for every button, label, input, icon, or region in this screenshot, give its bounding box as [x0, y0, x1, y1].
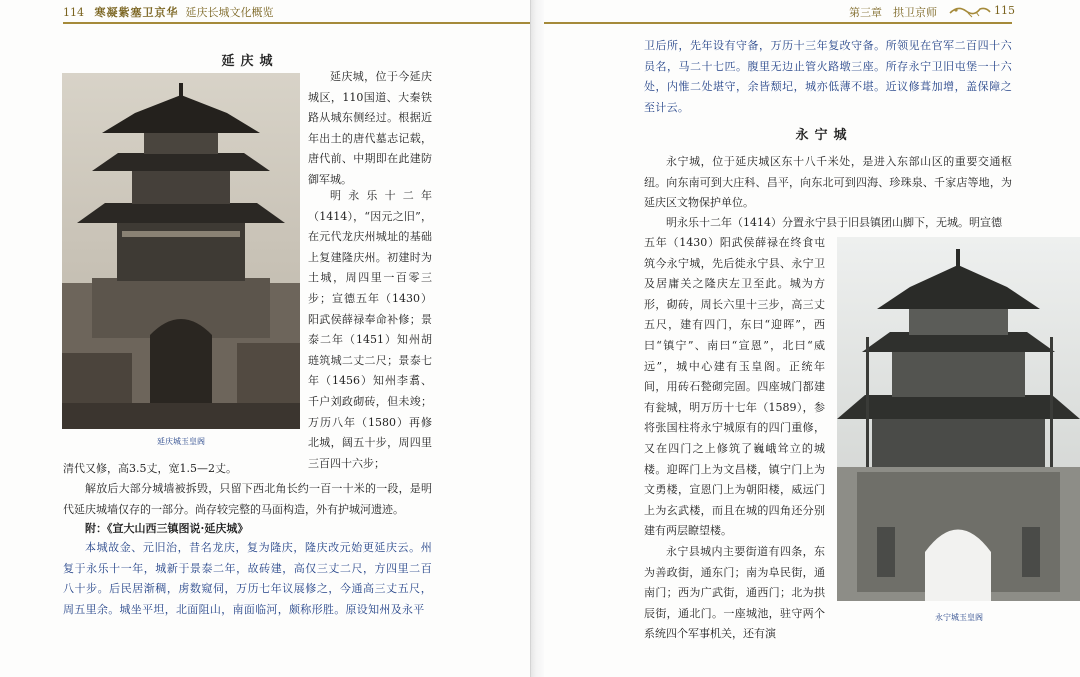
appendix-quote: 本城故金、元旧治，昔名龙庆，复为隆庆，隆庆改元始更延庆云。州复于永乐十一年，城新于景泰二年，故砖建，高仅三丈二尺，方四里二百八十步。后民居渐稠，虏数窥伺，万历七年议展修之，今通高三丈五尺，周五里余。城坐平坦，北面阻山，南面临河，颇称形胜。原设知州及永平 — [63, 541, 432, 616]
dragon-ornament-icon — [948, 3, 992, 19]
book-gutter — [530, 0, 544, 677]
left-page-number: 114 — [63, 6, 84, 19]
yanqing-paragraph-2-end: 清代又修，高3.5丈，宽1.5—2丈。 — [63, 462, 237, 475]
appendix-quote-continued: 卫后所，先年设有守备，万历十三年复改守备。所领见在官军二百四十六员名，马二十七匹。腹里无边止管火路墩三座。所存永宁卫旧屯堡一十六处，内惟二处堪守，余皆颓圮，城亦低薄不堪。近议修葺加增，盖保障之至计云。 — [644, 39, 1012, 114]
left-page — [0, 0, 530, 677]
right-page — [544, 0, 1080, 677]
right-page-number: 115 — [994, 4, 1015, 17]
yanqing-paragraph-3: 解放后大部分城墙被拆毁，只留下西北角长约一百一十米的一段，是明代延庆城墙仅存的一部分。尚存较完整的马面构造，外有护城河遗迹。 — [63, 482, 432, 516]
right-header-rule — [544, 22, 1012, 24]
yanqing-photo-caption: 延庆城玉皇阁 — [157, 437, 205, 446]
yanqing-jade-emperor-pavilion-photo — [62, 73, 300, 429]
yongning-paragraph-3: 永宁县城内主要街道有四条，东为善政街，通东门；南为阜民街，通南门；西为广武街，通西门；北为拱辰街，通北门。一座城池，驻守两个系统四个军事机关，还有演 — [644, 545, 825, 641]
book-title: 寒凝紫塞卫京华 — [94, 6, 179, 19]
book-subtitle: 延庆长城文化概览 — [185, 6, 274, 19]
yongning-paragraph-1: 永宁城，位于延庆城区东十八千米处，是进入东部山区的重要交通枢纽。向东南可到大庄科、昌平，向东北可到四海、珍珠泉、千家店等地，为延庆区文物保护单位。 — [644, 155, 1012, 210]
yongning-paragraph-2: 五年（1430）阳武侯薛禄在终食屯筑今永宁城，先后徙永宁县、永宁卫及居庸关之隆庆左卫至此。城为方形，砌砖，周长六里十三步，高三丈五尺，建有四门，东曰“迎晖”，西曰“镇宁”、南曰“宣恩”，北曰“威远”，城中心建有玉皇阁。正统年间，用砖石甃砌完固。四座城门都建有瓮城，明万历十七年（1589），参将张国柱将永宁城原有的四门重修，又在四门之上修筑了巍峨耸立的城楼。迎晖门上为文昌楼，镇宁门上为文勇楼，宣恩门上为朝阳楼，威远门上为玄武楼，而且在城的四角还分别建有两层瞭望楼。 — [644, 236, 825, 538]
left-page-header — [63, 4, 274, 20]
left-header-rule — [63, 22, 530, 24]
yongning-section-title: 永宁城 — [795, 128, 853, 143]
chapter-title: 第三章 拱卫京师 — [849, 6, 937, 19]
yongning-photo-caption: 永宁城玉皇阁 — [935, 613, 983, 622]
yanqing-paragraph-2: 明永乐十二年（1414），“因元之旧”，在元代龙庆州城址的基础上复建隆庆州。初建时为土城，周四里一百零三步；宣德五年（1430）阳武侯薛禄奉命补修；景泰二年（1451）知州胡琏筑城二丈二尺；景泰七年（1456）知州李翥、千户刘政砌砖，但未竣；万历八年（1580）再修北城，阔五十步，周四里三百四十六步； — [308, 189, 432, 470]
yongning-paragraph-2-line1: 明永乐十二年（1414）分置永宁县于旧县镇团山脚下，无城。明宣德 — [666, 216, 1002, 229]
yanqing-paragraph-1: 延庆城，位于今延庆城区，110国道、大秦铁路从城东侧经过。根据近年出土的唐代墓志记载，唐代前、中期即在此建防御军城。 — [308, 70, 432, 186]
right-page-header — [849, 4, 937, 20]
yongning-jade-emperor-pavilion-photo — [837, 237, 1080, 601]
appendix-heading: 附：《宣大山西三镇图说·延庆城》 — [85, 522, 249, 535]
yanqing-section-title: 延庆城 — [221, 54, 279, 69]
